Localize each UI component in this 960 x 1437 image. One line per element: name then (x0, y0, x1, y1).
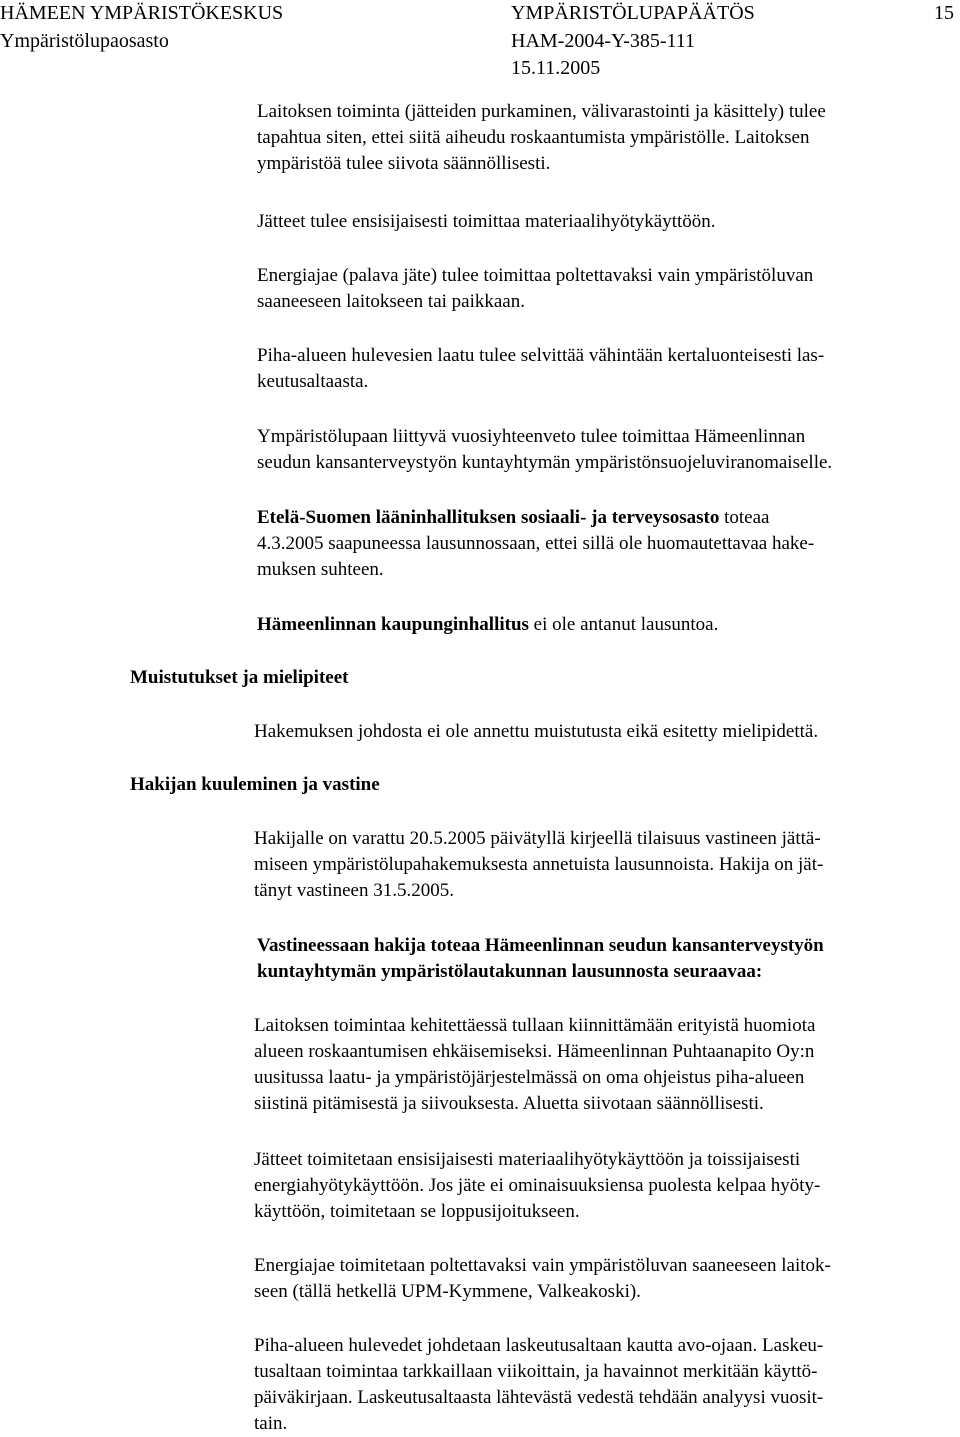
text-line (257, 612, 947, 638)
text-line: siistinä pitämisestä ja siivouksesta. Aluetta siivotaan säännöllisesti. (254, 1093, 764, 1114)
document-number: HAM-2004-Y-385-111 (511, 30, 696, 52)
paragraph-city-board (257, 612, 947, 638)
text-line: Piha-alueen hulevesien laatu tulee selvittää vähintään kertaluonteisesti las- (257, 345, 825, 366)
text-line: seen (tällä hetkellä UPM-Kymmene, Valkeakoski). (254, 1281, 641, 1302)
authority-name: Hämeenlinnan kaupunginhallitus (257, 614, 529, 635)
text-line: Ympäristölupaan liittyvä vuosiyhteenveto tulee toimittaa Hämeenlinnan (257, 426, 806, 447)
paragraph-response-littering (254, 1013, 954, 1117)
department-name: Ympäristölupaosasto (0, 30, 169, 52)
text-line: keutusaltaasta. (257, 371, 369, 392)
text-line: miseen ympäristölupahakemuksesta annetuista lausunnoista. Hakija on jät- (254, 854, 824, 875)
text-line: uusitussa laatu- ja ympäristöjärjestelmässä on oma ohjeistus piha-alueen (254, 1067, 805, 1088)
text-fragment: toteaa (719, 507, 770, 528)
paragraph-provincial-statement (257, 505, 947, 583)
paragraph-hearing-opportunity (254, 826, 954, 904)
text-line: käyttöön, toimitetaan se loppusijoitukseen. (254, 1201, 580, 1222)
text-line (257, 505, 947, 531)
document-date: 15.11.2005 (511, 57, 601, 79)
text-line: tapahtua siten, ettei siitä aiheudu roskaantumista ympäristölle. Laitoksen (257, 127, 810, 148)
page-number: 15 (934, 2, 954, 24)
text-line: kuntayhtymän ympäristölautakunnan lausunnosta seuraavaa: (257, 961, 763, 982)
authority-name: Etelä-Suomen lääninhallituksen sosiaali- ja terveysosasto (257, 507, 720, 528)
paragraph-site-cleanliness (257, 99, 947, 177)
text-line: Jätteet tulee ensisijaisesti toimittaa materiaalihyötykäyttöön. (257, 211, 716, 232)
paragraph-response-stormwater (254, 1333, 954, 1437)
text-fragment: ei ole antanut lausuntoa. (528, 614, 719, 635)
text-line: muksen suhteen. (257, 559, 384, 580)
organization-name: HÄMEEN YMPÄRISTÖKESKUS (0, 2, 284, 24)
text-line: tain. (254, 1413, 288, 1434)
text-line: Hakemuksen johdosta ei ole annettu muistutusta eikä esitetty mielipidettä. (254, 721, 819, 742)
text-line: alueen roskaantumisen ehkäisemiseksi. Hämeenlinnan Puhtaanapito Oy:n (254, 1041, 815, 1062)
text-line: tusaltaan toimintaa tarkkaillaan viikoittain, ja havainnot merkitään käyttö- (254, 1361, 818, 1382)
paragraph-energy-fraction (257, 263, 947, 315)
text-line: Vastineessaan hakija toteaa Hämeenlinnan seudun kansanterveystyön (257, 935, 824, 956)
text-line: saaneeseen laitokseen tai paikkaan. (257, 291, 525, 312)
paragraph-material-recovery (257, 209, 947, 235)
text-line: Energiajae (palava jäte) tulee toimittaa poltettavaksi vain ympäristöluvan (257, 265, 814, 286)
paragraph-no-objections (254, 719, 954, 745)
page-header (0, 0, 960, 80)
text-line: ympäristöä tulee siivota säännöllisesti. (257, 153, 551, 174)
text-line: Jätteet toimitetaan ensisijaisesti materiaalihyötykäyttöön ja toissijaisesti (254, 1149, 801, 1170)
text-line: energiahyötykäyttöön. Jos jäte ei ominaisuuksiensa puolesta kelpaa hyöty- (254, 1175, 821, 1196)
text-line: Hakijalle on varattu 20.5.2005 päivätyllä kirjeellä tilaisuus vastineen jättä- (254, 828, 821, 849)
text-line: Piha-alueen hulevedet johdetaan laskeutusaltaan kautta avo-ojaan. Laskeu- (254, 1335, 824, 1356)
section-heading-hearing: Hakijan kuuleminen ja vastine (130, 774, 380, 795)
text-line: 4.3.2005 saapuneessa lausunnossaan, ettei sillä ole huomautettavaa hake- (257, 533, 815, 554)
document-title: YMPÄRISTÖLUPAPÄÄTÖS (511, 2, 755, 24)
text-line: päiväkirjaan. Laskeutusaltaasta lähtevästä vedestä tehdään analyysi vuosit- (254, 1387, 824, 1408)
paragraph-stormwater-quality (257, 343, 947, 395)
text-line: seudun kansanterveystyön kuntayhtymän ympäristönsuojeluviranomaiselle. (257, 452, 833, 473)
paragraph-annual-summary (257, 424, 947, 476)
text-line: Laitoksen toiminta (jätteiden purkaminen, välivarastointi ja käsittely) tulee (257, 101, 826, 122)
paragraph-response-intro (257, 933, 947, 985)
text-line: tänyt vastineen 31.5.2005. (254, 880, 454, 901)
text-line: Energiajae toimitetaan poltettavaksi vain ympäristöluvan saaneeseen laitok- (254, 1255, 831, 1276)
paragraph-response-energy (254, 1253, 954, 1305)
text-line: Laitoksen toimintaa kehitettäessä tullaan kiinnittämään erityistä huomiota (254, 1015, 816, 1036)
section-heading-objections: Muistutukset ja mielipiteet (130, 667, 349, 688)
paragraph-response-recovery (254, 1147, 954, 1225)
